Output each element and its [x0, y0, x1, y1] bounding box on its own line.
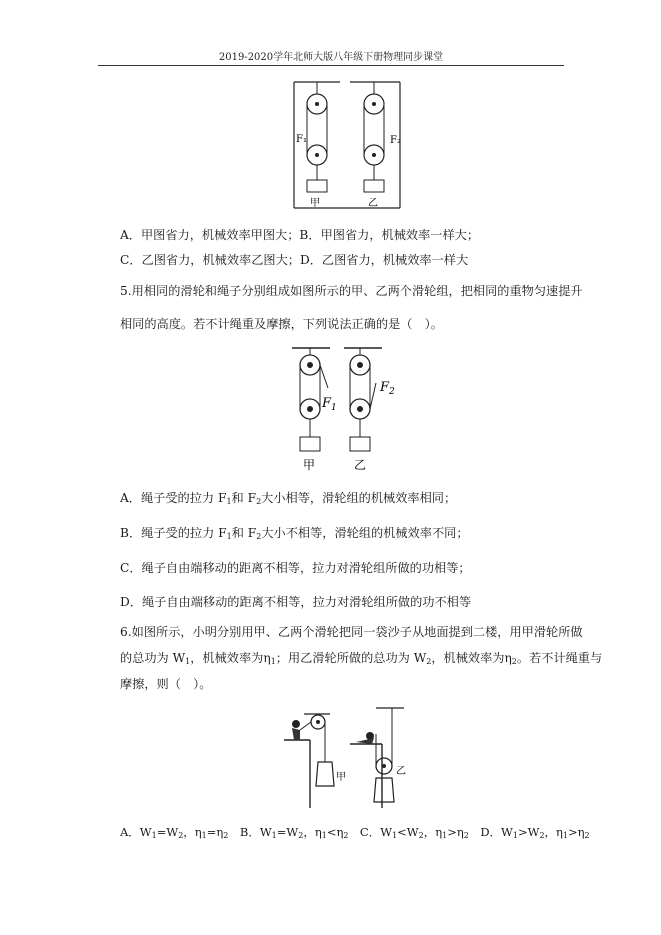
- q5-left-label: 甲: [303, 458, 316, 472]
- q5-stem-line2: 相同的高度。若不计绳重及摩擦，下列说法正确的是（ ）。: [120, 317, 443, 331]
- q5-pulley-figure: [286, 343, 406, 475]
- q4-pulley-figure: [282, 80, 407, 212]
- q4-f2-label: F₂: [390, 135, 401, 146]
- q4-right-label: 乙: [368, 198, 378, 209]
- q6-stem-line2: 的总功为 W1，机械效率为η1；用乙滑轮所做的总功为 W2，机械效率为η2。若不计绳重与: [120, 651, 603, 666]
- q5-f2-label: $F_2$: [380, 380, 395, 397]
- q6-left-label: 甲: [336, 772, 346, 783]
- q5-option-d: D．绳子自由端移动的距离不相等，拉力对滑轮组所做的功不相等: [120, 595, 472, 609]
- q4-options-row1: A．甲图省力，机械效率甲图大；B．甲图省力，机械效率一样大；: [120, 228, 480, 242]
- q5-option-c: C．绳子自由端移动的距离不相等，拉力对滑轮组所做的功相等；: [120, 561, 471, 575]
- q6-stem-line1: 6.如图所示，小明分别用甲、乙两个滑轮把同一袋沙子从地面提到二楼，用甲滑轮所做: [120, 625, 583, 639]
- page-header: 2019-2020学年北师大版八年级下册物理同步课堂: [218, 52, 444, 63]
- q5-right-label: 乙: [354, 458, 367, 472]
- q6-right-label: 乙: [396, 766, 406, 777]
- q6-pulley-figure: [280, 704, 430, 810]
- q4-left-label: 甲: [310, 198, 320, 209]
- q4-f1-label: F₁: [296, 134, 307, 145]
- q5-stem-line1: 5.用相同的滑轮和绳子分别组成如图所示的甲、乙两个滑轮组，把相同的重物匀速提升: [120, 284, 583, 298]
- q6-options: A．W1=W2，η1=η2 B．W1=W2，η1<η2 C．W1<W2，η1>η2 D．W1>W2，η1>η2: [120, 825, 590, 840]
- q5-f1-label: $F_1$: [322, 396, 337, 413]
- header-rule: [98, 65, 564, 66]
- q6-stem-line3: 摩擦，则（ ）。: [120, 677, 212, 691]
- q5-option-b: B．绳子受的拉力 F1和 F2大小不相等，滑轮组的机械效率不同；: [120, 526, 469, 541]
- q4-options-row2: C．乙图省力，机械效率乙图大；D．乙图省力，机械效率一样大: [120, 253, 469, 267]
- q5-option-a: A．绳子受的拉力 F1和 F2大小相等，滑轮组的机械效率相同；: [120, 491, 457, 506]
